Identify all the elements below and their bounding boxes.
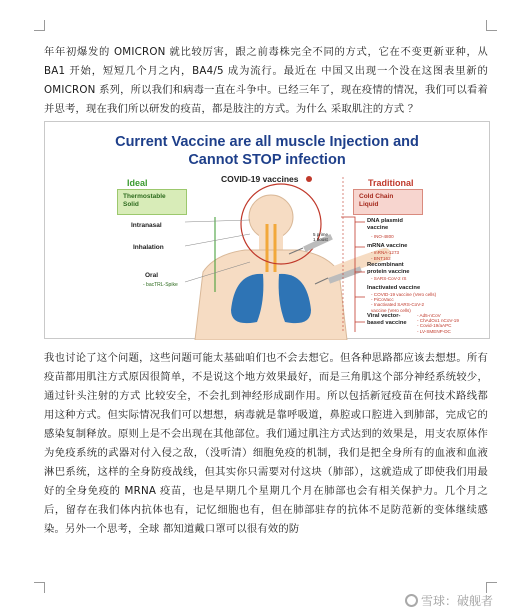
route-oral: Oral [145,272,159,279]
xueqiu-logo-icon [405,594,418,607]
route-intranasal: Intranasal [131,222,162,229]
vaccine-type-recombinant: Recombinant protein vaccine [367,262,410,275]
ideal-properties-box: Thermostable Solid [117,189,187,215]
page-corner-mark [486,20,497,31]
vaccine-type-dna: DNA plasmid vaccine [367,218,403,231]
vaccine-type-inactivated: Inactivated vaccine [367,285,421,291]
traditional-label: Traditional [368,178,414,188]
vaccine-items-viral-vector: - Ad5-nCoV - ChAdOx1 nCoV-19 - Covid-19/aAPC - LV-SMENP-DC [417,313,459,334]
page-corner-mark [34,582,45,593]
vaccine-type-mrna: mRNA vaccine [367,243,408,249]
vaccine-items-mrna: - mRNA-1273 - BNT162 [371,250,400,261]
route-oral-sub: - bacTRL-Spike [143,282,178,288]
figure-title-line-1: Current Vaccine are all muscle Injection and [115,134,419,150]
body-paragraph-2: 我也讨论了这个问题，这些问题可能太基础咱们也不会去想它。但各种思路都应该去想想。所有疫苗都用肌注方式原因很简单，不是说这个地方效果最好，而是三角肌这个部分神经系统较少，通过针头注射的方式 比较安全，不会扎到神经形成副作用。所以包括新冠疫苗在何技术路线都用这种方式。但实际情况我们可以想想，病毒就是靠呼吸道，鼻腔或口腔进入到肺部，完成它的感染复制释放。原则上是不会出现在其他部位。我们通过肌注方式达到的效果是，用支农原体作为免疫系统的武器对付入侵之敌，（没听清）细胞免疫的机制，我们是把全身所有的血液和血液淋巴系统，这样的全身防疫战线，但其实你只需要对付这块（肺部），这就造成了即使我们用最好的全身免疫的 MRNA 疫苗，也是早期几个星期几个月在肺部也会有相关保护力。几个月之后，留存在我们体内抗体也有，记忆细胞也有，但在肺部驻存的抗体不足防范新的变体继续感染。另外一个思考，全球 都知道戴口罩可以很有效的防 [44,352,488,535]
human-body-illustration [195,195,385,340]
ideal-label: Ideal [127,178,148,188]
vaccine-figure [44,121,490,339]
route-inhalation: Inhalation [133,244,164,251]
figure-title-line-2: Cannot STOP infection [188,152,346,168]
vaccine-items-inactivated: - COVID-19 vaccine (Vero cells) - PiCoVacc - Inactivated SARS-CoV-2 vaccine (Vero cells) [371,292,437,313]
watermark [405,592,493,609]
vaccine-items-recombinant: - SARS-CoV-2 rS [371,276,407,281]
body-paragraph-1: 年年初爆发的 OMICRON 就比较厉害，跟之前毒株完全不同的方式，它在不变更新亚种，从 BA1 开始，短短几个月之内，BA4/5 成为流行。最近在 中国又出现一个没在这图表里新的 OMICRON 系列，所以我们和病毒一直在斗争中。已经三年了，现在疫情的情况，我们可以看着并思考，现在我们所以研发的疫苗，都是肢注的方式。为什么 采取肌注的方式 ？ [44,46,488,115]
traditional-properties-box: Cold Chain Liquid [353,189,423,215]
virus-icon [306,176,312,182]
covid-vaccines-label: COVID-19 vaccines [221,174,299,184]
watermark-text: 雪球：破舰者 [420,594,493,608]
vaccine-items-dna: - INO-4800 [371,234,394,239]
vaccine-type-viral-vector: Viral vector- based vaccine [367,313,407,326]
syringe-dose-label: 5 prime 1 boost [313,232,329,242]
page-corner-mark [34,20,45,31]
